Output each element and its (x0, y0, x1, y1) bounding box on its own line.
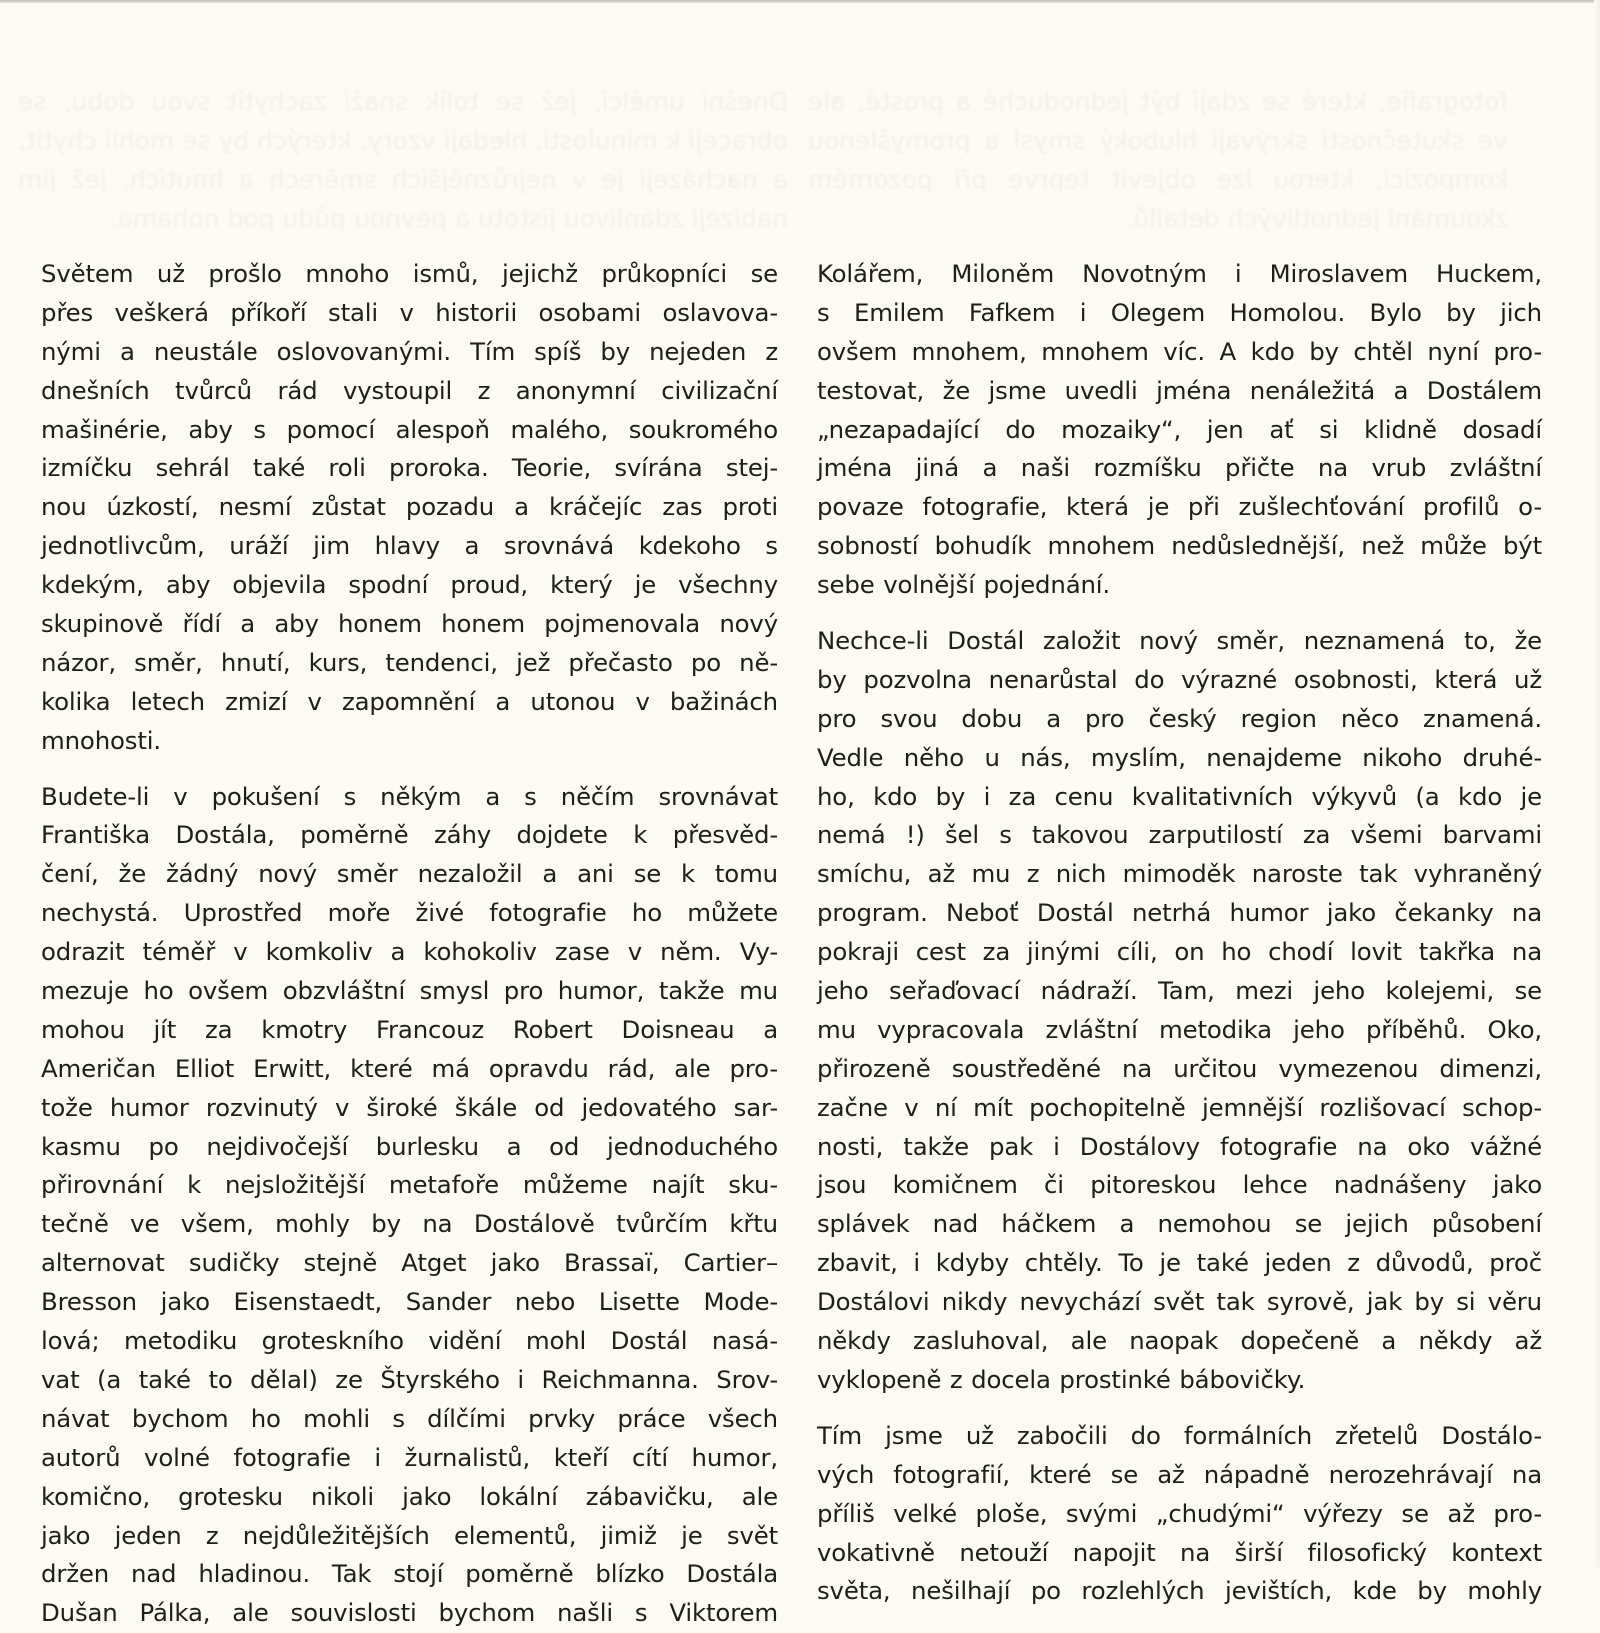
show-through-left: Dnešní umělci, jež se tolik snaží zachytit svou dobu, se obracejí k minulosti, hledají vzory, kterých by se mohli chytit, a nacházejí je v nejrůznějších směrech a hnutích, jež jim nabízejí zdánlivou jistotu a pevnou půdu pod nohama. (18, 87, 788, 233)
text-line: přirovnání k nejsložitější metafoře můžeme najít sku- (41, 1170, 778, 1200)
text-line: mezuje ho ovšem obzvláštní smysl pro humor, takže mu (41, 976, 778, 1006)
text-line: dnešních tvůrců rád vystoupil z anonymní civilizační (41, 375, 778, 405)
text-line: Američan Elliot Erwitt, které má opravdu rád, ale pro- (41, 1053, 778, 1083)
text-line: komično, grotesku nikoli jako lokální zábavičku, ale (41, 1481, 778, 1511)
text-line: návat bychom ho mohli s dílčími prvky práce všech (41, 1403, 778, 1433)
text-line: jsou komičnem či pitoreskou lehce nadnášeny jako (817, 1170, 1542, 1200)
text-line: sebe volnější pojednání. (817, 570, 1111, 600)
text-line: kdekým, aby objevila spodní proud, který je všechny (41, 570, 778, 600)
text-line: nemá !) šel s takovou zarputilostí za všemi barvami (817, 820, 1542, 850)
text-line: názor, směr, hnutí, kurs, tendenci, jež přečasto po ně- (41, 647, 778, 677)
text-line: začne v ní mít pochopitelně jemnější rozlišovací schop- (817, 1092, 1542, 1122)
text-line: lová; metodiku groteskního vidění mohl Dostál nasá- (41, 1326, 778, 1356)
text-line: nosti, takže pak i Dostálovy fotografie na oko vážné (817, 1131, 1542, 1161)
show-through-right: fotografie, které se zdají být jednoduché a prosté, ale ve skutečnosti skrývají hluboký smysl a promyšlenou kompozici, kterou lze objevit teprve při pozorném zkoumání jednotlivých detailů. (808, 87, 1508, 233)
text-line: Kolářem, Miloněm Novotným i Miroslavem Huckem, (817, 259, 1542, 288)
text-line: vých fotografií, které se až nápadně nerozehrávají na (817, 1459, 1542, 1489)
text-line: „nezapadající do mozaiky“, jen ať si klidně dosadí (817, 414, 1542, 444)
text-line: alternovat sudičky stejně Atget jako Brassaï, Cartier– (41, 1248, 778, 1278)
text-line: přirozeně soustředěné na určitou vymezenou dimenzi, (817, 1053, 1542, 1083)
text-line: tože humor rozvinutý v široké škále od jedovatého sar- (41, 1092, 778, 1122)
text-line: nechystá. Uprostřed moře živé fotografie ho můžete (41, 898, 778, 928)
text-line: mu vypracovala zvláštní metodika jeho příběhů. Oko, (817, 1014, 1542, 1044)
text-line: s Emilem Fafkem i Olegem Homolou. Bylo by jich (817, 297, 1542, 327)
text-line: mašinérie, aby s pomocí alespoň malého, soukromého (41, 414, 778, 444)
page-right-edge (1594, 0, 1600, 1567)
paragraph (41, 255, 778, 761)
page-top-edge (0, 0, 1600, 3)
text-line: přes veškerá příkoří stali v historii osobami oslavova- (41, 297, 778, 327)
paragraph-gap (817, 605, 1542, 622)
text-line: Světem už prošlo mnoho ismů, jejichž průkopníci se (41, 259, 778, 288)
text-line: kasmu po nejdivočejší burlesku a od jednoduchého (41, 1131, 778, 1161)
text-line: kolika letech zmizí v zapomnění a utonou v bažinách (41, 686, 778, 716)
left-text-column (41, 255, 778, 1633)
text-line: Dostálovi nikdy nevychází svět tak syrově, jak by si věru (817, 1287, 1542, 1317)
text-line: Budete-li v pokušení s někým a s něčím srovnávat (41, 781, 778, 811)
text-line: nou úzkostí, nesmí zůstat pozadu a kráčejíc zas proti (41, 492, 778, 522)
text-line: Vedle něho u nás, myslím, nenajdeme nikoho druhé- (817, 742, 1542, 772)
text-line: splávek nad háčkem a nemohou se jejich působení (817, 1209, 1542, 1239)
text-line: světa, nešilhají po rozlehlých jevištích, kde by mohly (817, 1576, 1542, 1606)
text-line: Tím jsme už zabočili do formálních zřetelů Dostálo- (817, 1420, 1542, 1450)
text-line: skupinově řídí a aby honem honem pojmenovala nový (41, 609, 778, 639)
text-line: mohou jít za kmotry Francouz Robert Doisneau a (41, 1014, 778, 1044)
text-line: odrazit téměř v komkoliv a kohokoliv zase v něm. Vy- (41, 937, 778, 967)
paragraph-gap (41, 761, 778, 778)
text-line: sobností bohudík mnohem nedůslednější, než může být (817, 531, 1542, 561)
text-line: Bresson jako Eisenstaedt, Sander nebo Lisette Mode- (41, 1287, 778, 1317)
paragraph-gap (817, 1400, 1542, 1417)
text-line: povaze fotografie, která je při zušlechťování profilů o- (817, 492, 1542, 522)
text-line: vat (a také to dělal) ze Štyrského i Reichmanna. Srov- (41, 1364, 778, 1394)
text-line: izmíčku sehrál také roli proroka. Teorie, svírána stej- (41, 453, 778, 483)
right-text-column (817, 255, 1542, 1611)
text-line: Nechce-li Dostál založit nový směr, neznamená to, že (817, 626, 1542, 656)
text-line: pokraji cest za jinými cíli, on ho chodí lovit takřka na (817, 937, 1542, 967)
text-line: by pozvolna nenarůstal do výrazné osobnosti, která už (817, 664, 1542, 694)
text-line: vokativně netouží napojit na širší filosofický kontext (817, 1537, 1542, 1567)
text-line: zbavit, i kdyby chtěly. To je také jeden z důvodů, proč (817, 1248, 1542, 1278)
text-line: program. Neboť Dostál netrhá humor jako čekanky na (817, 898, 1542, 928)
text-line: příliš velké ploše, svými „chudými“ výřezy se až pro- (817, 1498, 1542, 1528)
paragraph (817, 1417, 1542, 1611)
text-line: někdy zasluhoval, ale naopak dopečeně a někdy až (817, 1326, 1542, 1356)
text-line: čení, že žádný nový směr nezaložil a ani se k tomu (41, 859, 778, 889)
text-line: smíchu, až mu z nich mimoděk naroste tak vyhraněný (817, 859, 1542, 889)
text-line: ho, kdo by i za cenu kvalitativních výkyvů (a kdo je (817, 781, 1542, 811)
text-line: Františka Dostála, poměrně záhy dojdete k přesvěd- (41, 820, 778, 850)
text-line: vyklopeně z docela prostinké bábovičky. (817, 1364, 1306, 1394)
text-line: mnohosti. (41, 725, 161, 755)
text-line: jména jiná a naši rozmíšku přičte na vrub zvláštní (817, 453, 1542, 483)
text-line: jednotlivcům, uráží jim hlavy a srovnává kdekoho s (41, 531, 778, 561)
text-line: pro svou dobu a pro český region něco znamená. (817, 703, 1542, 733)
paragraph (817, 255, 1542, 605)
text-line: autorů volné fotografie i žurnalistů, kteří cítí humor, (41, 1442, 778, 1472)
text-line: jako jeden z nejdůležitějších elementů, jimiž je svět (41, 1520, 778, 1550)
text-line: testovat, že jsme uvedli jména nenáležitá a Dostálem (817, 375, 1542, 405)
text-line: nými a neustále oslovovanými. Tím spíš by nejeden z (41, 336, 778, 366)
text-line: ovšem mnohem, mnohem víc. A kdo by chtěl nyní pro- (817, 336, 1542, 366)
text-line: držen nad hladinou. Tak stojí poměrně blízko Dostála (41, 1559, 778, 1589)
paragraph (41, 778, 778, 1633)
text-line: Dušan Pálka, ale souvislosti bychom našli s Viktorem (41, 1598, 778, 1628)
text-line: tečně ve všem, mohly by na Dostálově tvůrčím křtu (41, 1209, 778, 1239)
paragraph (817, 622, 1542, 1400)
text-line: jeho seřaďovací nádraží. Tam, mezi jeho kolejemi, se (817, 976, 1542, 1006)
